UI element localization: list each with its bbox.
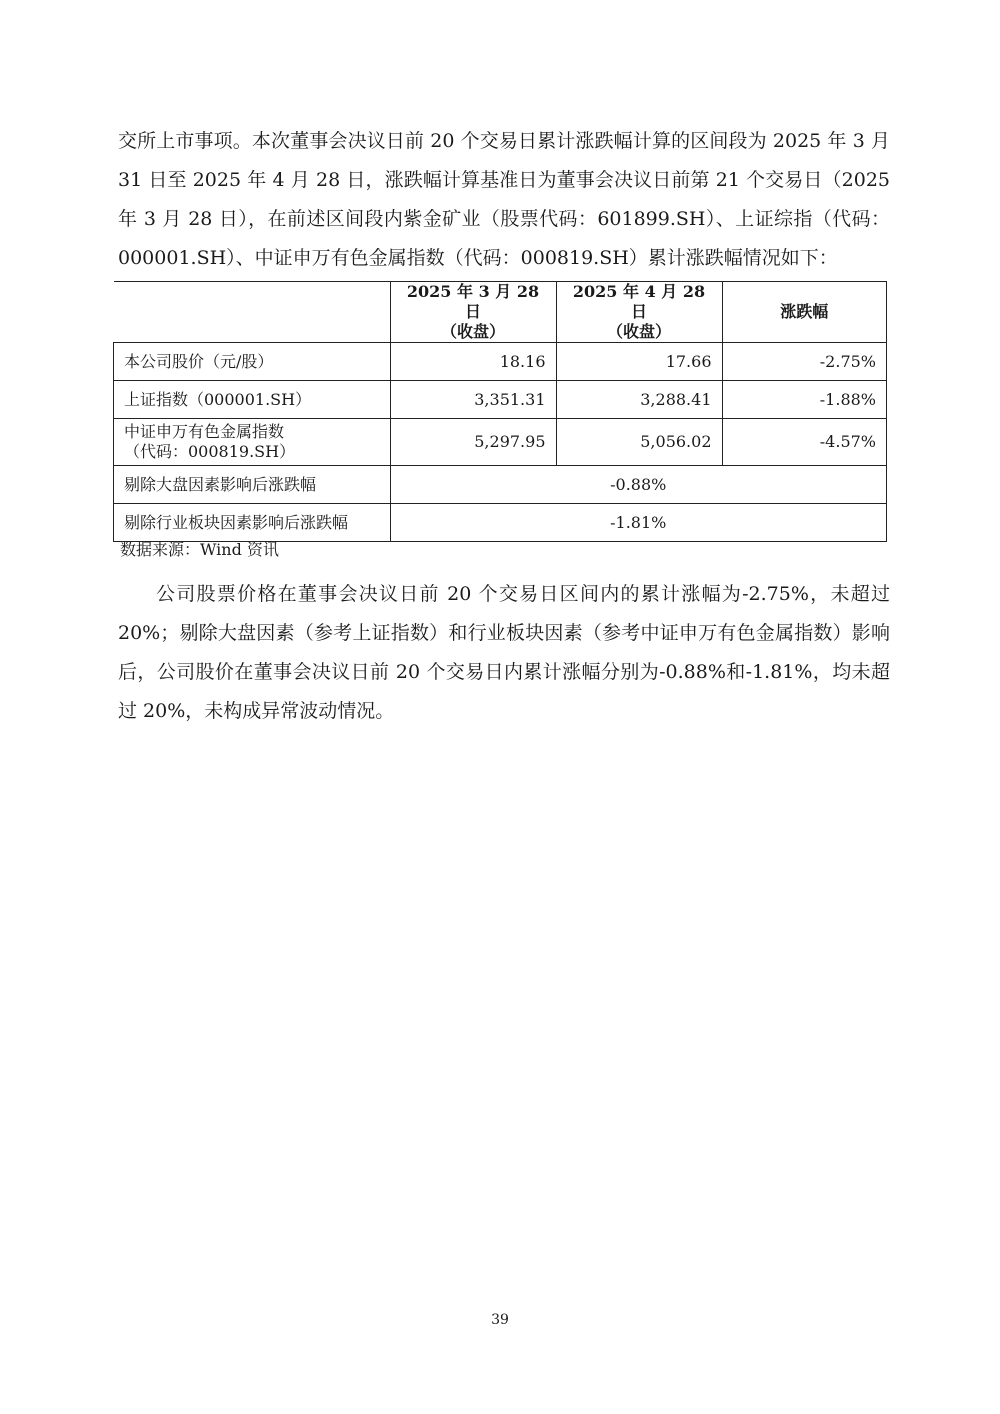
summary-label: 剔除行业板块因素影响后涨跌幅 <box>114 504 391 542</box>
row-change: -4.57% <box>722 419 887 466</box>
source-note: 数据来源：Wind 资讯 <box>120 540 279 559</box>
row-value-start: 18.16 <box>390 343 556 381</box>
page-number: 39 <box>491 1312 509 1328</box>
table-row <box>114 343 887 381</box>
table-row <box>114 419 887 466</box>
row-label: 上证指数（000001.SH） <box>114 381 391 419</box>
intro-paragraph: 交所上市事项。本次董事会决议日前 20 个交易日累计涨跌幅计算的区间段为 2025 年 3 月 31 日至 2025 年 4 月 28 日，涨跌幅计算基准日为董事会决议日前第 21 个交易日（2025 年 3 月 28 日），在前述区间段内紫金矿业（股票代码：601899.SH）、上证综指（代码：000001.SH）、中证申万有色金属指数（代码：000819.SH）累计涨跌幅情况如下： <box>118 130 890 269</box>
row-change: -1.88% <box>722 381 887 419</box>
row-label: 本公司股价（元/股） <box>114 343 391 381</box>
summary-value: -0.88% <box>390 466 887 504</box>
summary-row <box>114 466 887 504</box>
row-value-end: 3,288.41 <box>556 381 722 419</box>
header-blank <box>114 282 391 343</box>
conclusion-paragraph: 公司股票价格在董事会决议日前 20 个交易日区间内的累计涨幅为-2.75%，未超过 20%；剔除大盘因素（参考上证指数）和行业板块因素（参考中证申万有色金属指数）影响后，公司股价在董事会决议日前 20 个交易日内累计涨幅分别为-0.88%和-1.81%，均未超过 20%，未构成异常波动情况。 <box>118 583 890 722</box>
summary-row <box>114 504 887 542</box>
table-row <box>114 381 887 419</box>
row-value-start: 3,351.31 <box>390 381 556 419</box>
row-value-start: 5,297.95 <box>390 419 556 466</box>
table-header-row <box>114 282 887 343</box>
header-date-2: 2025 年 4 月 28 日 （收盘） <box>556 282 722 343</box>
summary-label: 剔除大盘因素影响后涨跌幅 <box>114 466 391 504</box>
header-change: 涨跌幅 <box>722 282 887 343</box>
row-value-end: 5,056.02 <box>556 419 722 466</box>
header-date-1: 2025 年 3 月 28 日 （收盘） <box>390 282 556 343</box>
row-change: -2.75% <box>722 343 887 381</box>
row-label: 中证申万有色金属指数 （代码：000819.SH） <box>114 419 391 466</box>
row-value-end: 17.66 <box>556 343 722 381</box>
summary-value: -1.81% <box>390 504 887 542</box>
price-change-table <box>113 281 887 542</box>
